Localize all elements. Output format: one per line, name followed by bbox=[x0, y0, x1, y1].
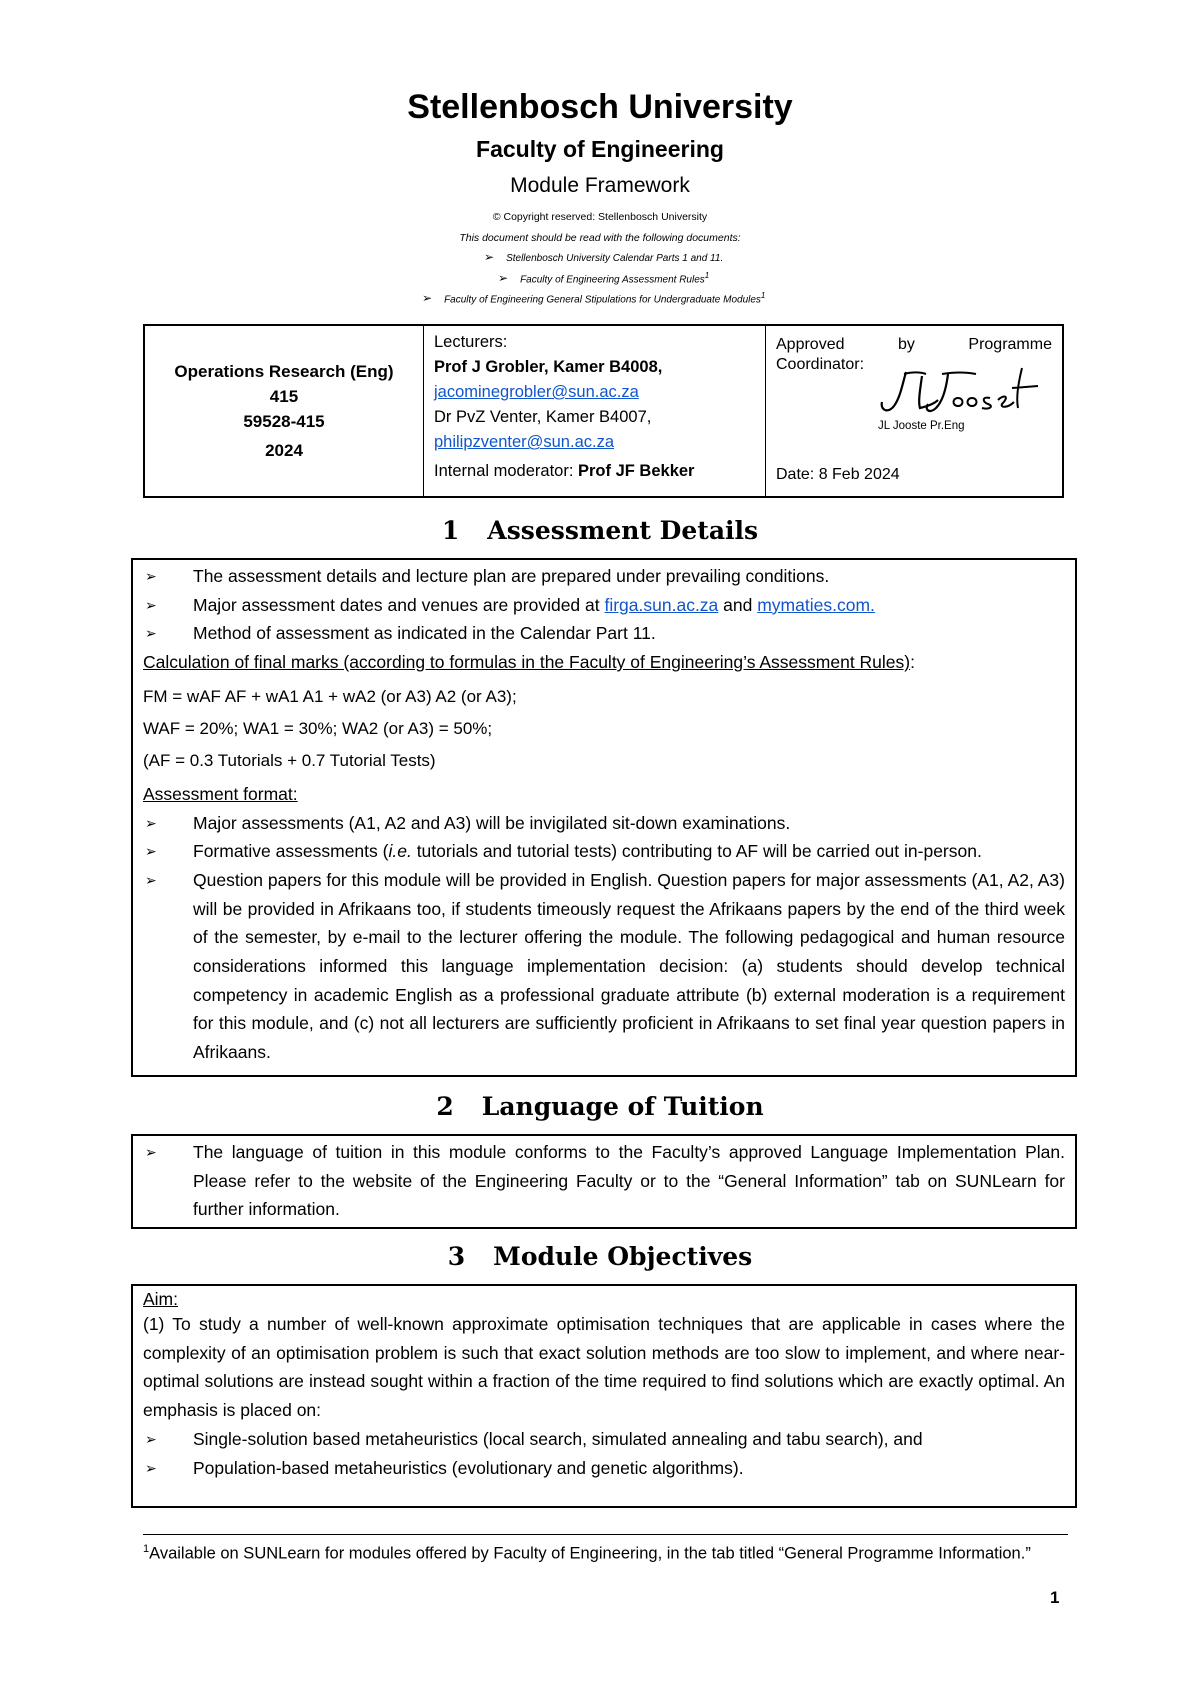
list-item: ➢ Method of assessment as indicated in the Calendar Part 11. bbox=[143, 619, 1065, 648]
arrow-bullet-icon: ➢ bbox=[145, 568, 157, 584]
lecturers-cell bbox=[424, 326, 766, 496]
arrow-bullet-icon: ➢ bbox=[145, 1144, 157, 1160]
coordinator-label: Coordinator: bbox=[776, 356, 865, 373]
language-of-tuition-box bbox=[131, 1134, 1077, 1229]
reference-document: ➢ Faculty of Engineering General Stipulations for Undergraduate Modules$^1$ bbox=[422, 291, 766, 306]
arrow-bullet-icon: ➢ bbox=[145, 625, 157, 642]
internal-moderator: Internal moderator: Prof JF Bekker bbox=[434, 462, 695, 480]
firga-link[interactable]: firga.sun.ac.za bbox=[604, 594, 719, 615]
list-item: ➢ Question papers for this module will be provided in English. Question papers for major assessments (A1, A2, A3) will be provided in Afrikaans too, if students timeously request the Afrikaans papers by the end of the third week of the semester, by e-mail to the lecturer offering the module. The following pedagogical and human resource considerations informed this language implementation decision: (a) students should develop technical competency in academic English as a professional graduate attribute (b) external moderation is a requirement for this module, and (c) not all lecturers are sufficiently proficient in Afrikaans to set final year question papers in Afrikaans. bbox=[143, 866, 1065, 1067]
module-code: 59528-415 bbox=[243, 412, 325, 431]
module-info-cell bbox=[145, 326, 424, 496]
arrow-bullet-icon: ➢ bbox=[145, 843, 157, 860]
arrow-bullet-icon: ➢ bbox=[145, 596, 157, 613]
lecturer-2-email-link[interactable]: philipzventer@sun.ac.za bbox=[434, 433, 615, 451]
section-1-heading: 1 Assessment Details bbox=[441, 516, 759, 545]
list-item: ➢ Population-based metaheuristics (evolutionary and genetic algorithms). bbox=[143, 1454, 1065, 1483]
reference-document: ➢ Faculty of Engineering Assessment Rules$^1$ bbox=[498, 271, 710, 286]
arrow-bullet-icon: ➢ bbox=[145, 871, 157, 888]
aim-heading: Aim: bbox=[143, 1289, 178, 1309]
arrow-bullet-icon: ➢ bbox=[422, 291, 433, 306]
signature-caption: JL Jooste Pr.Eng bbox=[878, 420, 965, 432]
list-item: ➢ Formative assessments (i.e. tutorials and tutorial tests) contributing to AF will be carried out in-person. bbox=[143, 837, 1065, 866]
section-2-heading: 2 Language of Tuition bbox=[436, 1092, 764, 1121]
signature-image bbox=[876, 364, 1046, 424]
arrow-bullet-icon: ➢ bbox=[145, 814, 157, 831]
lecturer-1: Prof J Grobler, Kamer B4008, bbox=[434, 358, 663, 376]
af-formula: (AF = 0.3 Tutorials + 0.7 Tutorial Tests) bbox=[143, 750, 436, 770]
module-year: 2024 bbox=[265, 441, 303, 460]
university-title: Stellenbosch University bbox=[407, 88, 793, 126]
list-item: ➢ The language of tuition in this module conforms to the Faculty’s approved Language Implementation Plan. Please refer to the website of the Engineering Faculty or to the “General Information” tab on SUNLearn for further information. bbox=[143, 1138, 1065, 1224]
assessment-details-box bbox=[131, 558, 1077, 1077]
module-info-table bbox=[143, 324, 1064, 498]
section-3-heading: 3 Module Objectives bbox=[447, 1242, 753, 1271]
module-number: 415 bbox=[269, 387, 299, 406]
weights-formula: WAF = 20%; WA1 = 30%; WA2 (or A3) = 50%; bbox=[143, 718, 493, 738]
page-number: 1 bbox=[1050, 1588, 1060, 1607]
arrow-bullet-icon: ➢ bbox=[484, 250, 495, 264]
assessment-format-heading: Assessment format: bbox=[143, 783, 298, 804]
aim-text: (1) To study a number of well-known approximate optimisation techniques that are applicable in cases where the complexity of an optimisation problem is such that exact solution methods are too slow to implement, and where near-optimal solutions are instead sought within a fraction of the time required to find solutions which are exactly optimal. An emphasis is placed on: bbox=[143, 1314, 1065, 1421]
approved-by-line: Approved by Programme bbox=[776, 336, 1052, 353]
list-item: ➢ The assessment details and lecture plan are prepared under prevailing conditions. bbox=[143, 562, 1065, 591]
faculty-title: Faculty of Engineering bbox=[476, 136, 724, 162]
reference-document: ➢ Stellenbosch University Calendar Parts 1 and 11. bbox=[484, 250, 724, 264]
list-item: ➢ Single-solution based metaheuristics (local search, simulated annealing and tabu search), and bbox=[143, 1425, 1065, 1454]
arrow-bullet-icon: ➢ bbox=[145, 1430, 157, 1447]
list-item: ➢ Major assessments (A1, A2 and A3) will be invigilated sit-down examinations. bbox=[143, 809, 1065, 838]
list-item: ➢ Major assessment dates and venues are provided at firga.sun.ac.za and mymaties.com. bbox=[143, 591, 1065, 620]
document-type: Module Framework bbox=[510, 174, 690, 197]
fm-formula: FM = wAF AF + wA1 A1 + wA2 (or A3) A2 (or A3); bbox=[143, 686, 517, 706]
copyright-notice: © Copyright reserved: Stellenbosch University bbox=[492, 211, 708, 223]
approval-date: Date: 8 Feb 2024 bbox=[776, 466, 900, 483]
arrow-bullet-icon: ➢ bbox=[498, 271, 509, 286]
module-objectives-box bbox=[131, 1284, 1077, 1508]
module-name: Operations Research (Eng) bbox=[174, 362, 394, 381]
lecturers-label: Lecturers: bbox=[434, 333, 508, 351]
footnote-divider bbox=[143, 1534, 1068, 1535]
mymaties-link[interactable]: mymaties.com. bbox=[757, 594, 875, 615]
lecturer-1-email-link[interactable]: jacominegrobler@sun.ac.za bbox=[434, 383, 639, 401]
footnote: $^1$Available on SUNLearn for modules offered by Faculty of Engineering, in the tab titled “General Programme Information.” bbox=[143, 1543, 1031, 1563]
lecturer-2: Dr PvZ Venter, Kamer B4007, bbox=[434, 408, 652, 426]
approval-cell bbox=[766, 326, 1062, 496]
calculation-heading: Calculation of final marks (according to formulas in the Faculty of Engineering’s Assessment Rules): bbox=[143, 652, 915, 673]
arrow-bullet-icon: ➢ bbox=[145, 1459, 157, 1476]
read-with-note: This document should be read with the following documents: bbox=[459, 232, 741, 244]
